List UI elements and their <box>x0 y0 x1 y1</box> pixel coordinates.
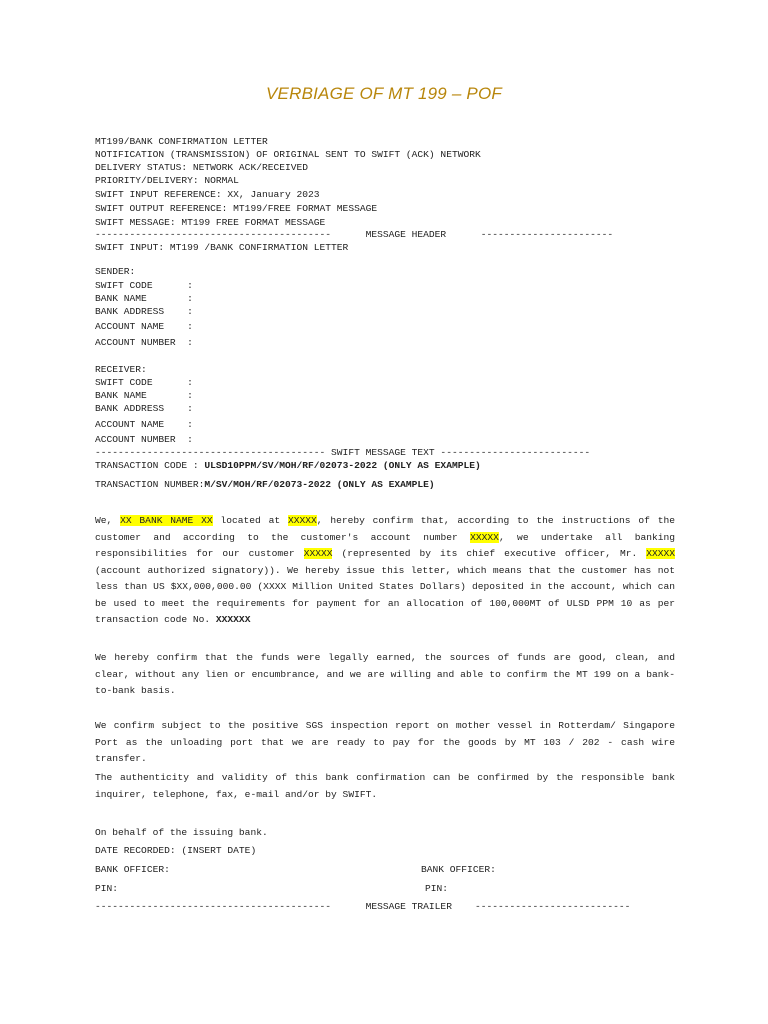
pin-right: PIN: <box>425 883 449 894</box>
placeholder-officer-name: XXXXX <box>646 548 676 559</box>
transaction-number-value: M/SV/MOH/RF/02073-2022 (ONLY AS EXAMPLE) <box>204 479 435 490</box>
confirmation-paragraph <box>95 513 675 629</box>
para-text: (represented by its chief executive officer, Mr. <box>332 548 647 559</box>
sender-field: BANK NAME : <box>95 293 193 304</box>
sender-field: ACCOUNT NUMBER : <box>95 337 193 348</box>
header-line: SWIFT MESSAGE: MT199 FREE FORMAT MESSAGE <box>95 217 326 228</box>
placeholder-bank-name: XX BANK NAME XX <box>120 515 213 526</box>
para-text: , hereby confirm that, according to the instructions of the customer and according to the customer's account number <box>95 515 675 543</box>
sender-heading: SENDER: <box>95 266 136 277</box>
para-text: , we undertake all banking responsibilities for our customer <box>95 531 676 559</box>
bank-officer-left: BANK OFFICER: <box>95 864 170 875</box>
receiver-field: ACCOUNT NAME : <box>95 419 193 430</box>
transaction-code <box>95 460 481 472</box>
funds-paragraph: We hereby confirm that the funds were legally earned, the sources of funds are good, clean, and clear, without any lien or encumbrance, and we are willing and able to confirm the MT 199 on a bank-to-bank basis. <box>95 652 675 696</box>
date-recorded-line: DATE RECORDED: (INSERT DATE) <box>95 845 257 856</box>
transaction-number <box>95 479 435 491</box>
sgs-paragraph: We confirm subject to the positive SGS inspection report on mother vessel in Rotterdam/ Singapore Port as the unloading port that we are ready to pay for the goods by MT 103 / 202 - cash wire transfer. <box>95 720 675 764</box>
receiver-heading: RECEIVER: <box>95 364 147 375</box>
para-text: (account authorized signatory)). We hereby issue this letter, which means that the customer has not less than US $XX,000,000.00 (XXXX Million United States Dollars) deposited in the account, which can be used to meet the requirements for payment for an allocation of 100,000MT of ULSD PPM 10 as per transaction code No. <box>95 564 675 625</box>
header-line: SWIFT INPUT REFERENCE: XX, January 2023 <box>95 189 320 200</box>
authenticity-paragraph: The authenticity and validity of this bank confirmation can be confirmed by the responsible bank inquirer, telephone, fax, e-mail and/or by SWIFT. <box>95 772 675 800</box>
placeholder-transaction-code: XXXXXX <box>215 614 251 625</box>
message-header-rule: ----------------------------------------- MESSAGE HEADER ----------------------- <box>95 229 614 240</box>
receiver-field: ACCOUNT NUMBER : <box>95 434 193 445</box>
on-behalf-line: On behalf of the issuing bank. <box>95 827 268 838</box>
para-text: located at <box>212 515 288 526</box>
transaction-code-value: ULSD10PPM/SV/MOH/RF/02073-2022 (ONLY AS EXAMPLE) <box>204 460 481 471</box>
transaction-code-label: TRANSACTION CODE : <box>95 460 205 471</box>
placeholder-location: XXXXX <box>287 515 317 526</box>
header-line: SWIFT OUTPUT REFERENCE: MT199/FREE FORMAT MESSAGE <box>95 203 378 214</box>
receiver-field: BANK ADDRESS : <box>95 403 193 414</box>
sender-field: ACCOUNT NAME : <box>95 321 193 332</box>
transaction-number-label: TRANSACTION NUMBER: <box>95 479 205 490</box>
message-trailer-rule: ----------------------------------------- MESSAGE TRAILER --------------------------- <box>95 901 631 912</box>
document-title: VERBIAGE OF MT 199 – POF <box>266 84 502 103</box>
message-text-rule: ---------------------------------------- SWIFT MESSAGE TEXT -------------------------- <box>95 447 591 458</box>
sender-field: SWIFT CODE : <box>95 280 193 291</box>
sender-field: BANK ADDRESS : <box>95 306 193 317</box>
placeholder-customer: XXXXX <box>303 548 333 559</box>
header-line: DELIVERY STATUS: NETWORK ACK/RECEIVED <box>95 162 309 173</box>
header-line: MT199/BANK CONFIRMATION LETTER <box>95 136 268 147</box>
header-line: NOTIFICATION (TRANSMISSION) OF ORIGINAL SENT TO SWIFT (ACK) NETWORK <box>95 149 481 160</box>
pin-left: PIN: <box>95 883 119 894</box>
header-line: PRIORITY/DELIVERY: NORMAL <box>95 175 239 186</box>
swift-input-line: SWIFT INPUT: MT199 /BANK CONFIRMATION LETTER <box>95 242 349 253</box>
para-text: We, <box>95 515 121 526</box>
placeholder-account-number: XXXXX <box>470 531 499 543</box>
receiver-field: BANK NAME : <box>95 390 193 401</box>
receiver-field: SWIFT CODE : <box>95 377 193 388</box>
bank-officer-right: BANK OFFICER: <box>421 864 496 875</box>
